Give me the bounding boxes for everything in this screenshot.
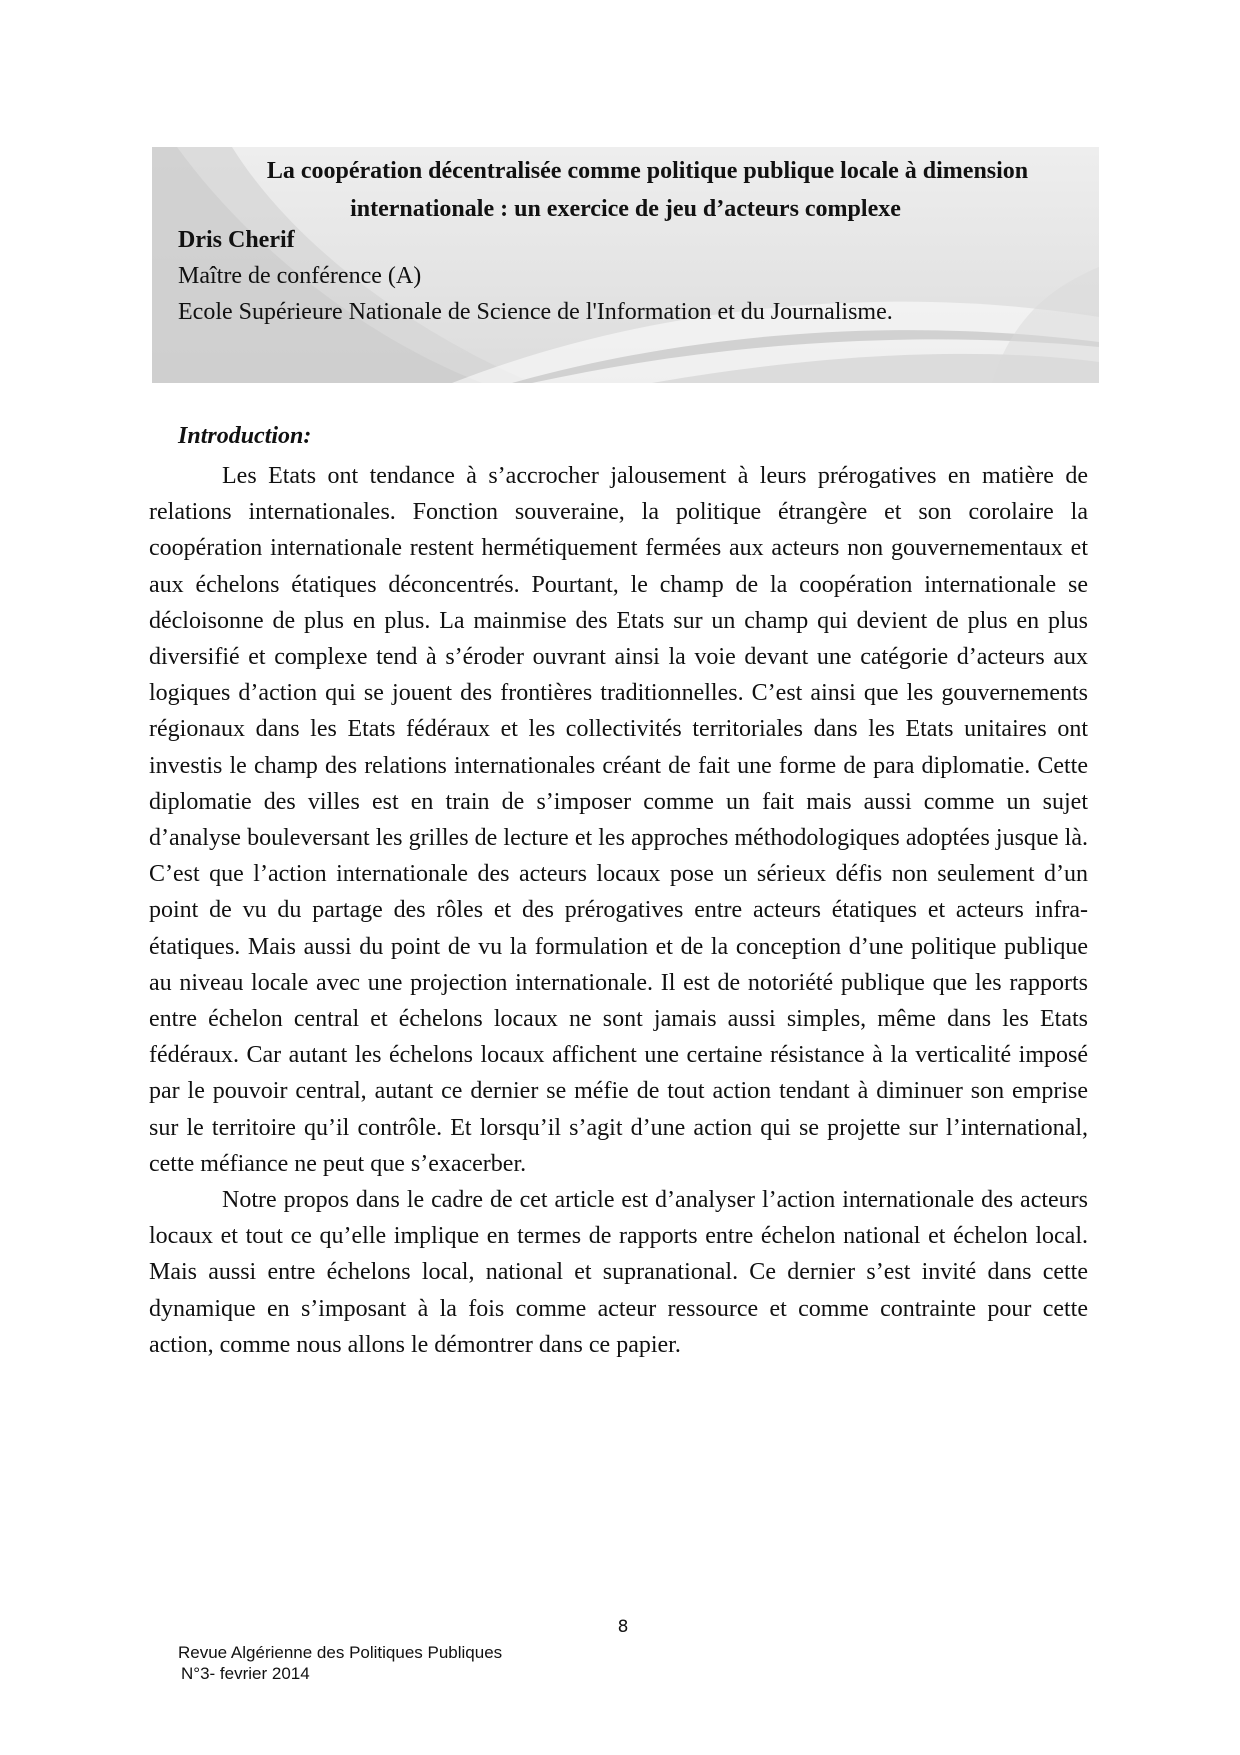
author-affiliation: Ecole Supérieure Nationale de Science de l'Information et du Journalisme. bbox=[178, 299, 893, 325]
body-paragraph: Les Etats ont tendance à s’accrocher jalousement à leurs prérogatives en matière de relations internationales. Fonction souveraine, la politique étrangère et son corolaire la coopération internationale restent hermétiquement fermées aux acteurs non gouvernementaux et aux échelons étatiques déconcentrés. Pourtant, le champ de la coopération internationale se décloisonne de plus en plus. La mainmise des Etats sur un champ qui devient de plus en plus diversifié et complexe tend à s’éroder ouvrant ainsi la voie devant une catégorie d’acteurs aux logiques d’action qui se jouent des frontières traditionnelles. C’est ainsi que les gouvernements régionaux dans les Etats fédéraux et les collectivités territoriales dans les Etats unitaires ont investis le champ des relations internationales créant de fait une forme de para diplomatie. Cette diplomatie des villes est en train de s’imposer comme un fait mais aussi comme un sujet d’analyse bouleversant les grilles de lecture et les approches méthodologiques adoptées jusque là. C’est que l’action internationale des acteurs locaux pose un sérieux défis non seulement d’un point de vu du partage des rôles et des prérogatives entre acteurs étatiques et acteurs infra-étatiques. Mais aussi du point de vu la formulation et de la conception d’une politique publique au niveau locale avec une projection internationale. Il est de notoriété publique que les rapports entre échelon central et échelons locaux ne sont jamais aussi simples, même dans les Etats fédéraux. Car autant les échelons locaux affichent une certaine résistance à la verticalité imposé par le pouvoir central, autant ce dernier se méfie de tout action tendant à diminuer son emprise sur le territoire qu’il contrôle. Et lorsqu’il s’agit d’une action qui se projette sur l’international, cette méfiance ne peut que s’exacerber. bbox=[149, 463, 1088, 1177]
article-title-line-2: internationale : un exercice de jeu d’acteurs complexe bbox=[350, 196, 901, 222]
article-title bbox=[152, 152, 1099, 228]
article-title-line-1: La coopération décentralisée comme politique publique locale à dimension bbox=[266, 158, 1029, 184]
journal-footer bbox=[178, 1642, 502, 1684]
body-paragraph: Notre propos dans le cadre de cet article est d’analyser l’action internationale des acteurs locaux et tout ce qu’elle implique en termes de rapports entre échelon national et échelon local. Mais aussi entre échelons local, national et supranational. Ce dernier s’est invité dans cette dynamique en s’imposant à la fois comme acteur ressource et comme contrainte pour cette action, comme nous allons le démontrer dans ce papier. bbox=[149, 1187, 1088, 1358]
article-body bbox=[149, 458, 1088, 1363]
page-number: 8 bbox=[617, 1617, 629, 1637]
introduction-heading: Introduction: bbox=[178, 423, 312, 449]
journal-name: Revue Algérienne des Politiques Publiques bbox=[178, 1643, 503, 1662]
journal-issue: N°3- fevrier 2014 bbox=[181, 1664, 310, 1683]
article-header-banner bbox=[152, 147, 1099, 383]
author-name: Dris Cherif bbox=[178, 227, 295, 253]
author-role: Maître de conférence (A) bbox=[178, 263, 422, 289]
